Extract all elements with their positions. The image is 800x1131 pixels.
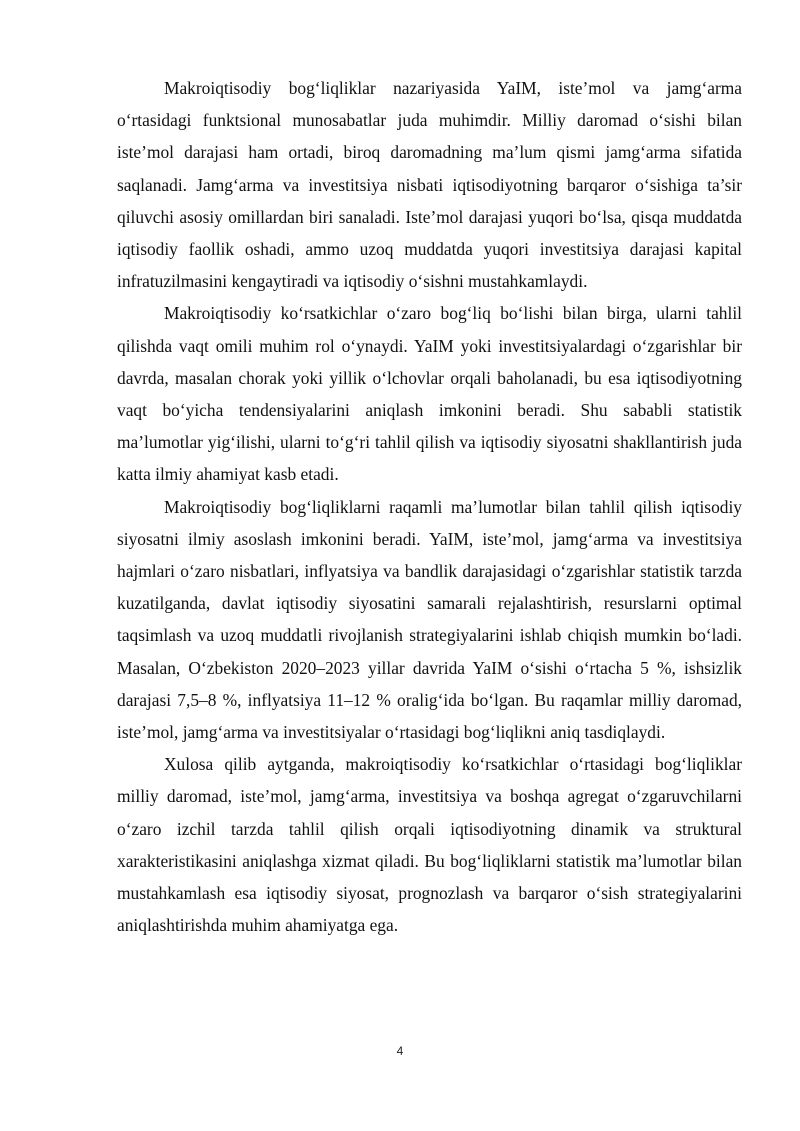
paragraph-1: Makroiqtisodiy bog‘liqliklar nazariyasida YaIM, iste’mol va jamg‘arma o‘rtasidagi funktsional munosabatlar juda muhimdir. Milliy daromad o‘sishi bilan iste’mol darajasi ham ortadi, biroq daromadning ma’lum qismi jamg‘arma sifatida saqlanadi. Jamg‘arma va investitsiya nisbati iqtisodiyotning barqaror o‘sishiga ta’sir qiluvchi asosiy omillardan biri sanaladi. Iste’mol darajasi yuqori bo‘lsa, qisqa muddatda iqtisodiy faollik oshadi, ammo uzoq muddatda yuqori investitsiya darajasi kapital infratuzilmasini kengaytiradi va iqtisodiy o‘sishni mustahkamlaydi.	[117, 78, 742, 292]
paragraph-2: Makroiqtisodiy ko‘rsatkichlar o‘zaro bog‘liq bo‘lishi bilan birga, ularni tahlil qilishda vaqt omili muhim rol o‘ynaydi. YaIM yoki investitsiyalardagi o‘zgarishlar bir davrda, masalan chorak yoki yillik o‘lchovlar orqali baholanadi, bu esa iqtisodiyotning vaqt bo‘yicha tendensiyalarini aniqlash imkonini beradi. Shu sababli statistik ma’lumotlar yig‘ilishi, ularni to‘g‘ri tahlil qilish va iqtisodiy siyosatni shakllantirish juda katta ilmiy ahamiyat kasb etadi.	[117, 303, 742, 485]
document-body	[117, 72, 742, 941]
paragraph-3: Makroiqtisodiy bog‘liqliklarni raqamli ma’lumotlar bilan tahlil qilish iqtisodiy siyosatni ilmiy asoslash imkonini beradi. YaIM, iste’mol, jamg‘arma va investitsiya hajmlari o‘zaro nisbatlari, inflyatsiya va bandlik darajasidagi o‘zgarishlar statistik tarzda kuzatilganda, davlat iqtisodiy siyosatini samarali rejalashtirish, resurslarni optimal taqsimlash va uzoq muddatli rivojlanish strategiyalarini ishlab chiqish mumkin bo‘ladi. Masalan, O‘zbekiston 2020–2023 yillar davrida YaIM o‘sishi o‘rtacha 5 %, ishsizlik darajasi 7,5–8 %, inflyatsiya 11–12 % oralig‘ida bo‘lgan. Bu raqamlar milliy daromad, iste’mol, jamg‘arma va investitsiyalar o‘rtasidagi bog‘liqlikni aniq tasdiqlaydi.	[117, 496, 742, 743]
page-number: 4	[396, 1044, 404, 1058]
paragraph-4: Xulosa qilib aytganda, makroiqtisodiy ko‘rsatkichlar o‘rtasidagi bog‘liqliklar milliy daromad, iste’mol, jamg‘arma, investitsiya va boshqa agregat o‘zgaruvchilarni o‘zaro izchil tarzda tahlil qilish orqali iqtisodiyotning dinamik va struktural xarakteristikasini aniqlashga xizmat qiladi. Bu bog‘liqliklarni statistik ma’lumotlar bilan mustahkamlash esa iqtisodiy siyosat, prognozlash va barqaror o‘sish strategiyalarini aniqlashtirishda muhim ahamiyatga ega.	[117, 754, 742, 936]
